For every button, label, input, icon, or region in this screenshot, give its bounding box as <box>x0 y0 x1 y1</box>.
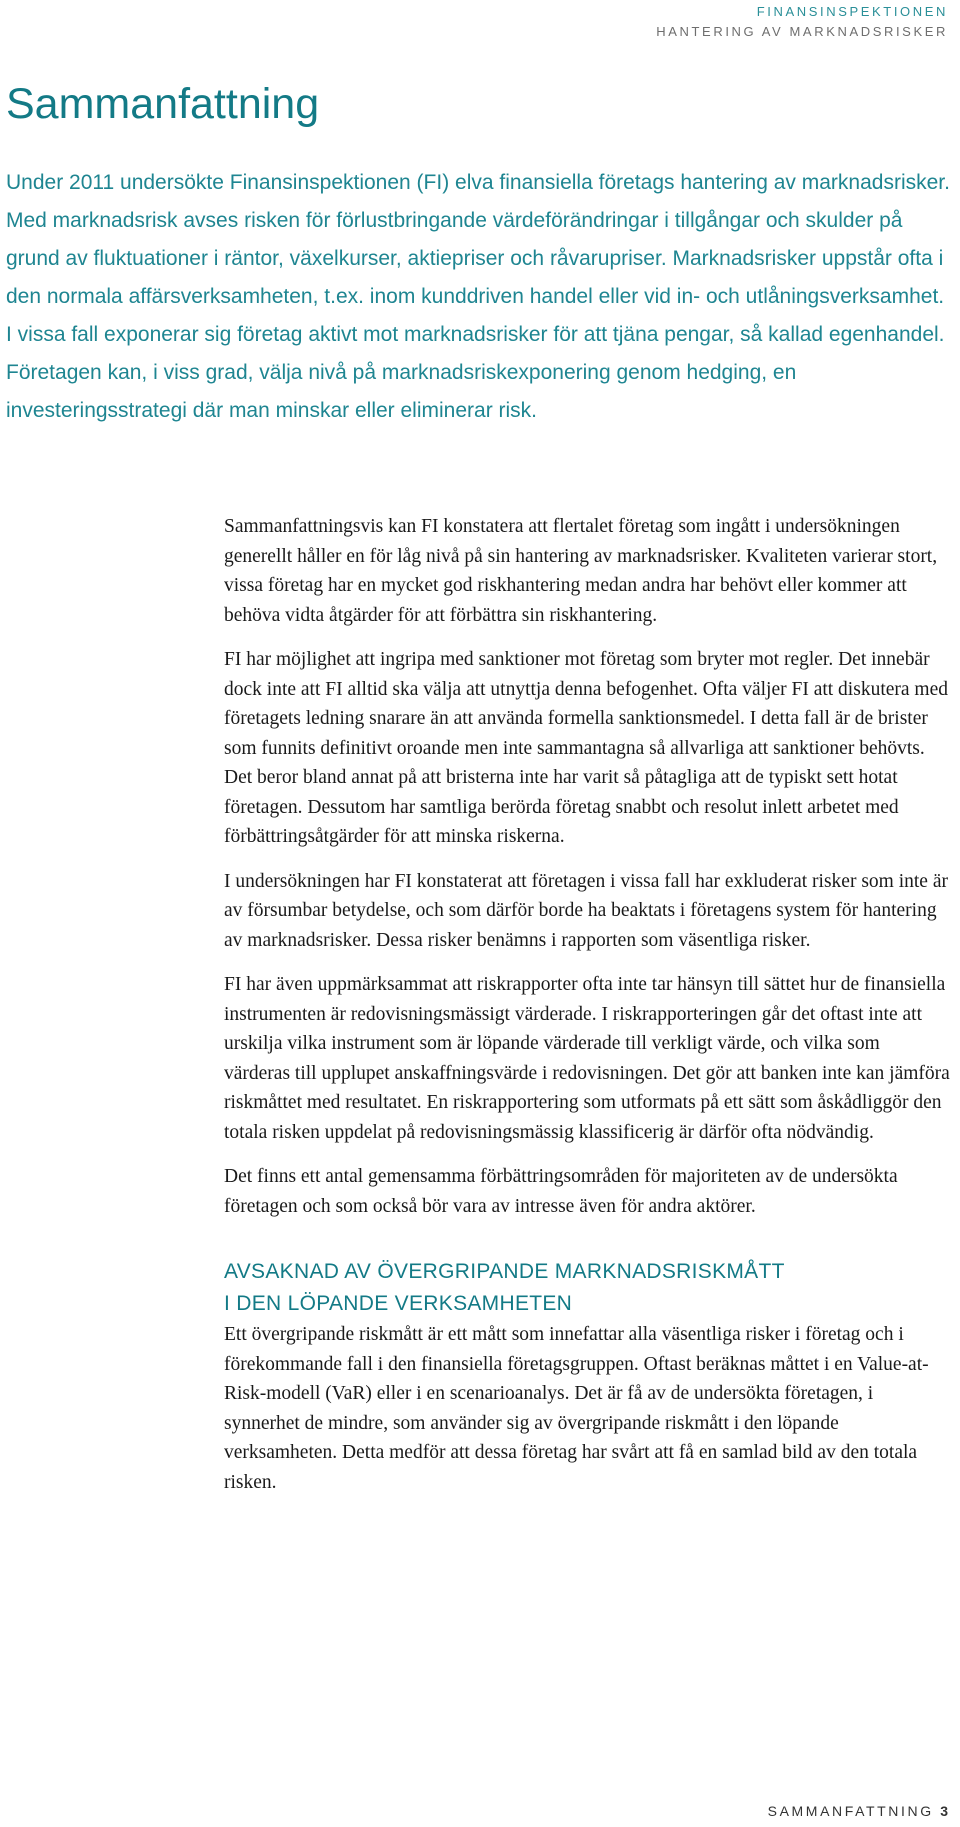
section-heading <box>224 1256 950 1320</box>
header-org: FINANSINSPEKTIONEN <box>756 4 948 19</box>
body-paragraph: Sammanfattningsvis kan FI konstatera att flertalet företag som ingått i undersökningen generellt håller en för låg nivå på sin hantering av marknadsrisker. Kvaliteten varierar stort, vissa företag har en mycket god riskhantering medan andra har behövt eller kommer att behöva vidta åtgärder för att förbättra sin riskhantering. <box>224 516 938 626</box>
body-paragraph: I undersökningen har FI konstaterat att företagen i vissa fall har exkluderat risker som inte är av försumbar betydelse, och som därför borde ha beaktats i företagens system för hantering av marknadsrisker. Dessa risker benämns i rapporten som väsentliga risker. <box>224 870 948 951</box>
section-heading-line2: I DEN LÖPANDE VERKSAMHETEN <box>224 1292 573 1315</box>
header-subtitle: HANTERING AV MARKNADSRISKER <box>656 24 948 39</box>
intro-paragraph: Under 2011 undersökte Finansinspektionen (FI) elva finansiella företags hantering av marknadsrisker. Med marknadsrisk avses risken för förlustbringande värdeförändringar i tillgångar och skulder på grund av fluktuationer i räntor, växelkurser, aktiepriser och råvarupriser. Marknadsrisker uppstår ofta i den normala affärsverksamheten, t.ex. inom kunddriven handel eller vid in- och utlåningsverksamhet. I vissa fall exponerar sig företag aktivt mot marknadsrisker för att tjäna pengar, så kallad egenhandel. Företagen kan, i viss grad, välja nivå på marknadsriskexponering genom hedging, en investeringsstrategi där man minskar eller eliminerar risk. <box>6 171 950 422</box>
section-heading-line1: AVSAKNAD AV ÖVERGRIPANDE MARKNADSRISKMÅTT <box>224 1260 785 1283</box>
page-number: 3 <box>940 1803 948 1819</box>
body-paragraph: FI har möjlighet att ingripa med sanktioner mot företag som bryter mot regler. Det innebär dock inte att FI alltid ska välja att utnyttja denna befogenhet. Ofta väljer FI att diskutera med företagets ledning snarare än att använda formella sanktionsmedel. I detta fall är de brister som funnits definitivt oroande men inte sammantagna så allvarliga att sanktioner behövts. Det beror bland annat på att bristerna inte har varit så påtagliga att de typiskt sett hotat företagen. Dessutom har samtliga berörda företag snabbt och resolut inlett arbetet med förbättringsåtgärder för att minska riskerna. <box>224 649 948 847</box>
section-paragraph: Ett övergripande riskmått är ett mått som innefattar alla väsentliga risker i företag och i förekommande fall i den finansiella företagsgruppen. Oftast beräknas måttet i en Value-at-Risk-modell (VaR) eller i en scenarioanalys. Det är få av de undersökta företagen, i synnerhet de mindre, som använder sig av övergripande riskmått i den löpande verksamheten. Detta medför att dessa företag har svårt att få en samlad bild av den totala risken. <box>224 1324 929 1493</box>
running-header <box>656 2 948 42</box>
footer-section-label: SAMMANFATTNING <box>767 1803 934 1819</box>
body-paragraph: FI har även uppmärksammat att riskrapporter ofta inte tar hänsyn till sättet hur de finansiella instrumenten är redovisningsmässigt värderade. I riskrapporteringen går det oftast inte att urskilja vilka instrument som är löpande värderade till verkligt värde, och vilka som värderas till upplupet anskaffningsvärde i redovisningen. Det gör att banken inte kan jämföra riskmåttet med resultatet. En riskrapportering som utformats på ett sätt som åskådliggör den totala risken uppdelat på redovisningsmässig klassificerig är därför ofta nödvändig. <box>224 974 950 1143</box>
page-footer <box>768 1803 948 1819</box>
body-text <box>224 512 950 1512</box>
page-title: Sammanfattning <box>6 80 320 128</box>
body-paragraph: Det finns ett antal gemensamma förbättringsområden för majoriteten av de undersökta företagen och som också bör vara av intresse även för andra aktörer. <box>224 1166 898 1217</box>
